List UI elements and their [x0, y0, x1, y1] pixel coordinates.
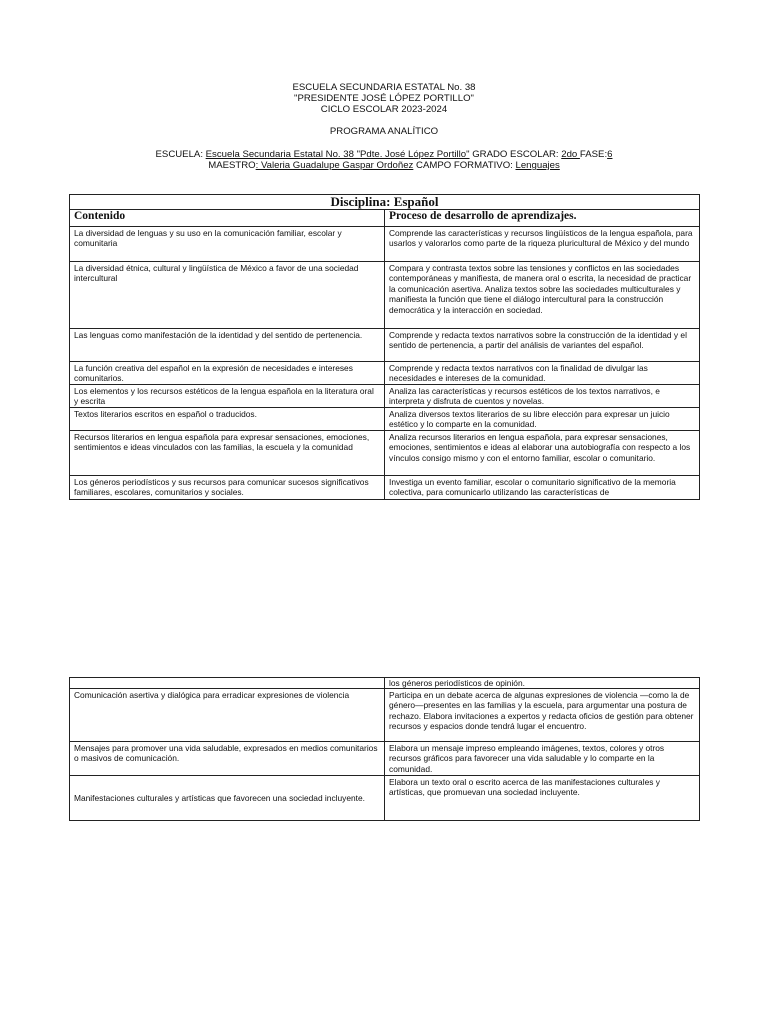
- process-cell: Analiza recursos literarios en lengua española, para expresar sensaciones, emociones, sentimientos e ideas al elaborar una autobiografía con respecto a los vínculos consigo mismo y con el entorno familiar, escolar o comunitario.: [385, 430, 700, 475]
- process-cell: Comprende las características y recursos lingüísticos de la lengua española, para usarlos y valorarlos como parte de la riqueza pluricultural de México y del mundo: [385, 227, 700, 262]
- school-info-line: [0, 150, 768, 160]
- process-cell: Participa en un debate acerca de algunas expresiones de violencia —como la de género—presentes en las familias y la escuela, para argumentar una postura de rechazo. Elabora invitaciones a expertos y redacta oficios de gestión para obtener recursos y espacios donde tendrá lugar el encuentro.: [385, 689, 700, 742]
- escuela-value: Escuela Secundaria Estatal No. 38 "Pdte. José López Portillo": [205, 149, 470, 160]
- table-row: [70, 742, 700, 776]
- table-row: [70, 262, 700, 329]
- escuela-label: ESCUELA:: [155, 149, 206, 160]
- campo-value: Lenguajes: [515, 160, 560, 171]
- program-table-part-1: [69, 194, 700, 500]
- table-row: [70, 385, 700, 408]
- school-year: CICLO ESCOLAR 2023-2024: [320, 104, 448, 115]
- school-subtitle: "PRESIDENTE JOSÉ LÓPEZ PORTILLO": [294, 93, 474, 104]
- table-row: [70, 408, 700, 431]
- process-cell: Analiza las características y recursos estéticos de los textos narrativos, e interpreta y disfruta de cuentos y novelas.: [385, 385, 700, 408]
- process-cell: Elabora un mensaje impreso empleando imágenes, textos, colores y otros recursos gráficos para favorecer una vida saludable y lo comparte en la comunidad.: [385, 742, 700, 776]
- table-row: [70, 776, 700, 821]
- maestro-label: MAESTRO: [208, 160, 256, 171]
- table-row: [70, 678, 700, 689]
- column-header-proceso: Proceso de desarrollo de aprendizajes.: [385, 210, 700, 227]
- school-name: ESCUELA SECUNDARIA ESTATAL No. 38: [292, 82, 476, 93]
- table-row: [70, 362, 700, 385]
- process-cell: Analiza diversos textos literarios de su libre elección para expresar un juicio estético y lo comparte en la comunidad.: [385, 408, 700, 431]
- table-row: [70, 227, 700, 262]
- maestro-value: : Valeria Guadalupe Gaspar Ordoñez: [255, 160, 414, 171]
- process-cell: Elabora un texto oral o escrito acerca de las manifestaciones culturales y artísticas, que promuevan una sociedad incluyente.: [385, 776, 700, 821]
- content-cell: [70, 678, 385, 689]
- content-cell: Textos literarios escritos en español o traducidos.: [70, 408, 385, 431]
- fase-label: FASE:: [579, 149, 608, 160]
- process-cell: los géneros periodísticos de opinión.: [385, 678, 700, 689]
- content-cell: Las lenguas como manifestación de la identidad y del sentido de pertenencia.: [70, 329, 385, 362]
- content-cell: Mensajes para promover una vida saludable, expresados en medios comunitarios o masivos de comunicación.: [70, 742, 385, 776]
- content-cell: Los elementos y los recursos estéticos de la lengua española en la literatura oral y escrita: [70, 385, 385, 408]
- program-table-part-2: [69, 677, 700, 821]
- content-cell: Los géneros periodísticos y sus recursos para comunicar sucesos significativos familiares, escolares, comunitarios y sociales.: [70, 475, 385, 499]
- teacher-info-line: [0, 161, 768, 171]
- content-cell: Manifestaciones culturales y artísticas que favorecen una sociedad incluyente.: [70, 776, 385, 821]
- grado-value: 2do: [561, 149, 580, 160]
- discipline-title: Disciplina: Español: [70, 195, 700, 210]
- content-cell: La diversidad de lenguas y su uso en la comunicación familiar, escolar y comunitaria: [70, 227, 385, 262]
- process-cell: Comprende y redacta textos narrativos sobre la construcción de la identidad y el sentido de pertenencia, a partir del análisis de variantes del español.: [385, 329, 700, 362]
- process-cell: Comprende y redacta textos narrativos con la finalidad de divulgar las necesidades e intereses de la comunidad.: [385, 362, 700, 385]
- process-cell: Compara y contrasta textos sobre las tensiones y conflictos en las sociedades contemporáneas y manifiesta, de manera oral o escrita, la necesidad de practicar la comunicación asertiva. Analiza textos sobre las sociedades multiculturales y manifiesta la función que tiene el diálogo intercultural para la construcción democrática y la interacción en sociedad.: [385, 262, 700, 329]
- program-title: PROGRAMA ANALÍTICO: [329, 126, 439, 137]
- table-row: [70, 329, 700, 362]
- table-row: [70, 689, 700, 742]
- content-cell: Comunicación asertiva y dialógica para erradicar expresiones de violencia: [70, 689, 385, 742]
- table-row: [70, 475, 700, 499]
- content-cell: Recursos literarios en lengua española para expresar sensaciones, emociones, sentimientos e ideas vinculados con las familias, la escuela y la comunidad: [70, 430, 385, 475]
- campo-label: CAMPO FORMATIVO:: [413, 160, 516, 171]
- content-cell: La función creativa del español en la expresión de necesidades e intereses comunitarios.: [70, 362, 385, 385]
- fase-value: 6: [607, 149, 613, 160]
- content-cell: La diversidad étnica, cultural y lingüística de México a favor de una sociedad intercultural: [70, 262, 385, 329]
- process-cell: Investiga un evento familiar, escolar o comunitario significativo de la memoria colectiva, para comunicarlo utilizando las características de: [385, 475, 700, 499]
- table-row: [70, 430, 700, 475]
- column-header-contenido: Contenido: [70, 210, 385, 227]
- grado-label: GRADO ESCOLAR:: [469, 149, 562, 160]
